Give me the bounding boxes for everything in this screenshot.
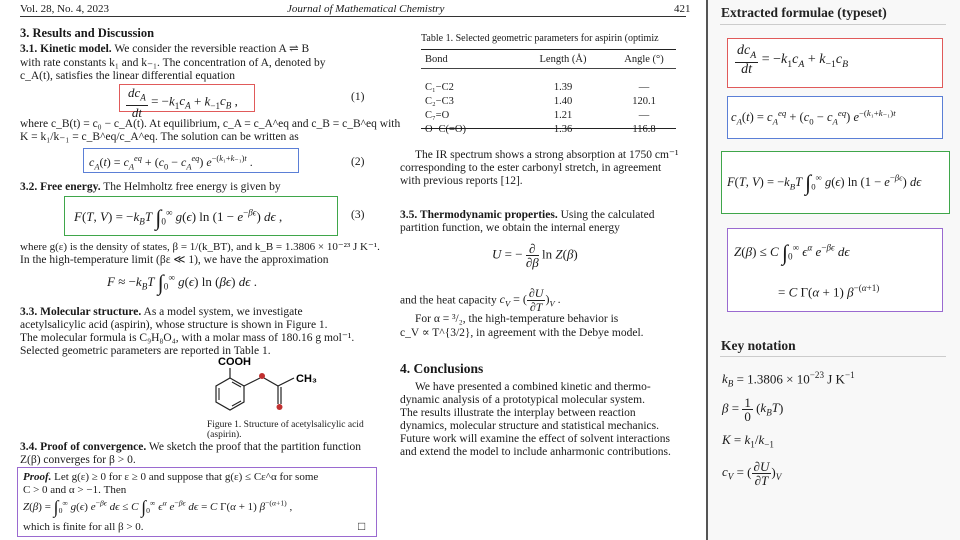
col-angle: Angle (°) (624, 53, 664, 65)
cell-length: 1.40 (553, 95, 573, 107)
qed-symbol: □ (358, 519, 366, 533)
section-3-5 (400, 209, 654, 223)
s33-line4: Selected geometric parameters are reported in Table 1. (20, 345, 271, 357)
equation-1: $\frac{dc_A}{dt}$ = $-k_1c_A + k_{-1}c_B$ , (128, 85, 238, 120)
benzene-ring (216, 378, 244, 410)
header-rule (20, 16, 686, 17)
s32-line2: where g(ε) is the density of states, β = 1/(k_BT), and k_B = 1.3806 × 10⁻²³ J K⁻¹. (20, 241, 380, 253)
s31-line4: where c_B(t) = c₀ − c_A(t). At equilibrium, c_A = c_A^eq and c_B = c_B^eq with (20, 118, 401, 130)
proof-line1 (23, 471, 318, 485)
ester-c-bond (264, 378, 278, 386)
table-row (421, 94, 676, 108)
cooh-label: COOH (218, 356, 251, 368)
methyl-bond (278, 378, 294, 386)
s35-line2: partition function, we obtain the internal energy (400, 222, 620, 234)
proof-text-1: Let g(ε) ≥ 0 for ε ≥ 0 and suppose that g(ε) ≤ Cε^α for some (54, 471, 319, 483)
section-3-title: 3. Results and Discussion (20, 26, 155, 40)
journal-title: Journal of Mathematical Chemistry (287, 3, 445, 15)
proof-label: Proof. (23, 471, 52, 483)
s4-line4: dynamics, molecular structure and statistical mechanics. (400, 420, 659, 432)
s4-line3: The results illustrate the interplay between reaction (400, 407, 636, 419)
cell-bond: C₁−C2 (425, 81, 454, 93)
formula-4-line1: Z(β) ≤ C $\int_0^\infty$ $\epsilon^\alpha$ $e^{-\beta\epsilon}$ dϵ (734, 240, 850, 265)
equation-1-label: (1) (351, 91, 365, 103)
proof-line2: C > 0 and α > −1. Then (23, 484, 127, 496)
s31-line3: c_A(t), satisfies the linear differential equation (20, 70, 236, 82)
s34-line1: We sketch the proof that the partition function (148, 441, 362, 453)
s32-line3: In the high-temperature limit (βε ≪ 1), we have the approximation (20, 254, 329, 266)
carbonyl-oxygen-atom (277, 404, 283, 410)
notation-k: $K = k_1/k_{-1}$ (722, 432, 774, 450)
proof-equation: $Z(\beta) = \int_0^\infty$ g(ϵ) $e^{-\beta\epsilon}$ dϵ ≤ C $\int_0^\infty$ $\epsilon^\alpha$ $e^{-\beta\epsilon}$ dϵ = C Γ(α + 1) $\beta^{-(\alpha+1)}$ , (23, 497, 293, 517)
internal-energy-equation: U = − $\frac{\partial}{\partial\beta}$ ln Z(β) (492, 241, 578, 270)
aspirin-structure-figure (200, 354, 350, 418)
ring-double-bond-2 (232, 401, 241, 406)
s31-line2: with rate constants k₁ and k₋₁. The concentration of A, denoted by (20, 57, 326, 69)
section-3-4 (20, 441, 361, 455)
cell-length: 1.21 (553, 109, 573, 121)
s31-line5: K = k₁/k₋₁ = c_B^eq/c_A^eq. The solution can be written as (20, 131, 299, 143)
figure-caption-line1: Figure 1. Structure of acetylsalicylic acid (207, 420, 364, 430)
table-row (421, 108, 676, 122)
cell-angle: 116.8 (632, 123, 656, 135)
table-top-rule (421, 49, 676, 50)
s35-line4: For α = ³/₂, the high-temperature behavior is (415, 313, 619, 325)
panel-title-rule (720, 24, 946, 25)
cell-bond: C₂−C3 (425, 95, 454, 107)
ir-line2: corresponding to the ester carbonyl stretch, in agreement (400, 162, 662, 174)
col-length: Length (Å) (539, 53, 587, 65)
cell-bond: C₇=O (425, 109, 450, 121)
table-row (421, 122, 676, 136)
ch3-label: CH₃ (296, 373, 317, 385)
equation-2: $c_A(t) = c_A^{eq} + (c_0 - c_A^{eq})$ $e^{-(k_1+k_{-1})t}$ . (89, 154, 253, 172)
figure-caption-line2: (aspirin). (207, 430, 242, 440)
ester-o-bond (244, 378, 260, 386)
s35-line1: Using the calculated (560, 209, 655, 221)
s31-line1: We consider the reversible reaction A ⇌ B (114, 43, 310, 55)
table-header-row (421, 52, 676, 66)
cell-bond: O−C(=O) (425, 123, 467, 135)
cell-angle: — (638, 109, 650, 121)
heat-capacity-equation: $c_V$ = ( $\frac{\partial U}{\partial T}$ )$_V$ . (499, 286, 561, 314)
ir-line1: The IR spectrum shows a strong absorption at 1750 cm⁻¹ (415, 149, 679, 161)
equation-3-label: (3) (351, 209, 365, 221)
cell-angle: 120.1 (632, 95, 656, 107)
notation-beta: β = $\frac{1}{0}$ $(k_BT)$ (722, 395, 784, 424)
s33-line2: acetylsalicylic acid (aspirin), whose structure is shown in Figure 1. (20, 319, 328, 331)
cell-angle: — (638, 81, 650, 93)
s4-line6: and extend the model to include anharmonic contributions. (400, 446, 671, 458)
table-1-caption: Table 1. Selected geometric parameters for aspirin (optimiz (421, 33, 659, 44)
page-number: 421 (674, 3, 691, 15)
section-3-2 (20, 181, 281, 195)
section-3-1 (20, 43, 392, 57)
col-bond: Bond (425, 53, 448, 65)
formula-1: $\frac{dc_A}{dt}$ = $-k_1c_A + k_{-1}c_B$ (737, 43, 849, 77)
ir-line3: with previous reports [12]. (400, 175, 523, 187)
subsection-3-1-title: 3.1. Kinetic model. (20, 43, 112, 55)
section-4-title: 4. Conclusions (400, 361, 484, 376)
equation-approx: $F \approx -k_BT$ $\int_0^\infty$ g(ϵ) ln (βϵ) dϵ . (107, 270, 257, 295)
subsection-3-5-title: 3.5. Thermodynamic properties. (400, 209, 558, 221)
figure-caption (207, 420, 364, 440)
cell-length: 1.36 (553, 123, 573, 135)
s33-line3: The molecular formula is C₉H₈O₄, with a molar mass of 180.16 g mol⁻¹. (20, 332, 355, 344)
cell-length: 1.39 (553, 81, 573, 93)
heat-capacity-text: and the heat capacity (400, 294, 497, 307)
table-1 (421, 52, 676, 136)
notation-title-rule (720, 356, 946, 357)
formula-2: $c_A(t) = c_A^{eq} + (c_0 - c_A^{eq})$ $e^{-(k_1+k_{-1})t}$ (731, 108, 896, 127)
equation-2-label: (2) (351, 156, 365, 168)
notation-kb: $k_B = 1.3806 \times 10^{-23}$ J $K^{-1}$ (722, 370, 855, 389)
subsection-3-2-title: 3.2. Free energy. (20, 181, 101, 193)
notation-cv: $c_V$ = ( $\frac{\partial U}{\partial T}$ )$_V$ (722, 459, 782, 488)
formula-3: F(T, $V) = -k_BT$ $\int_0^\infty$ g(ϵ) $\ln (1 - e^{-\beta\epsilon})$ dϵ (727, 170, 922, 195)
proof-line3: which is finite for all β > 0. (23, 521, 144, 533)
section-3-3 (20, 306, 303, 320)
s35-line5: c_V ∝ T^{3/2}, in agreement with the Debye model. (400, 327, 644, 339)
s32-line1: The Helmholtz free energy is given by (103, 181, 281, 193)
volume-info: Vol. 28, No. 4, 2023 (20, 3, 110, 15)
s4-line1: We have presented a combined kinetic and thermo- (415, 381, 651, 393)
equation-3: F(T, $V) = -k_BT$ $\int_0^\infty$ g(ϵ) $\ln (1 - e^{-\beta\epsilon})$ dϵ , (74, 205, 283, 230)
panel-title-formulae: Extracted formulae (typeset) (721, 5, 887, 20)
s33-line1: As a model system, we investigate (143, 306, 303, 318)
table-row (421, 80, 676, 94)
panel-title-notation: Key notation (721, 338, 796, 353)
ring-double-bond-3 (232, 382, 241, 387)
subsection-3-4-title: 3.4. Proof of convergence. (20, 441, 147, 453)
formula-4-line2: = C Γ(α + 1) $\beta^{-(\alpha+1)}$ (778, 283, 880, 300)
s4-line5: Future work will examine the effect of solvent interactions (400, 433, 670, 445)
subsection-3-3-title: 3.3. Molecular structure. (20, 306, 142, 318)
s35-line3 (400, 287, 561, 314)
s34-line2: Z(β) converges for β > 0. (20, 454, 136, 466)
s4-line2: dynamic analysis of a prototypical molecular system. (400, 394, 645, 406)
